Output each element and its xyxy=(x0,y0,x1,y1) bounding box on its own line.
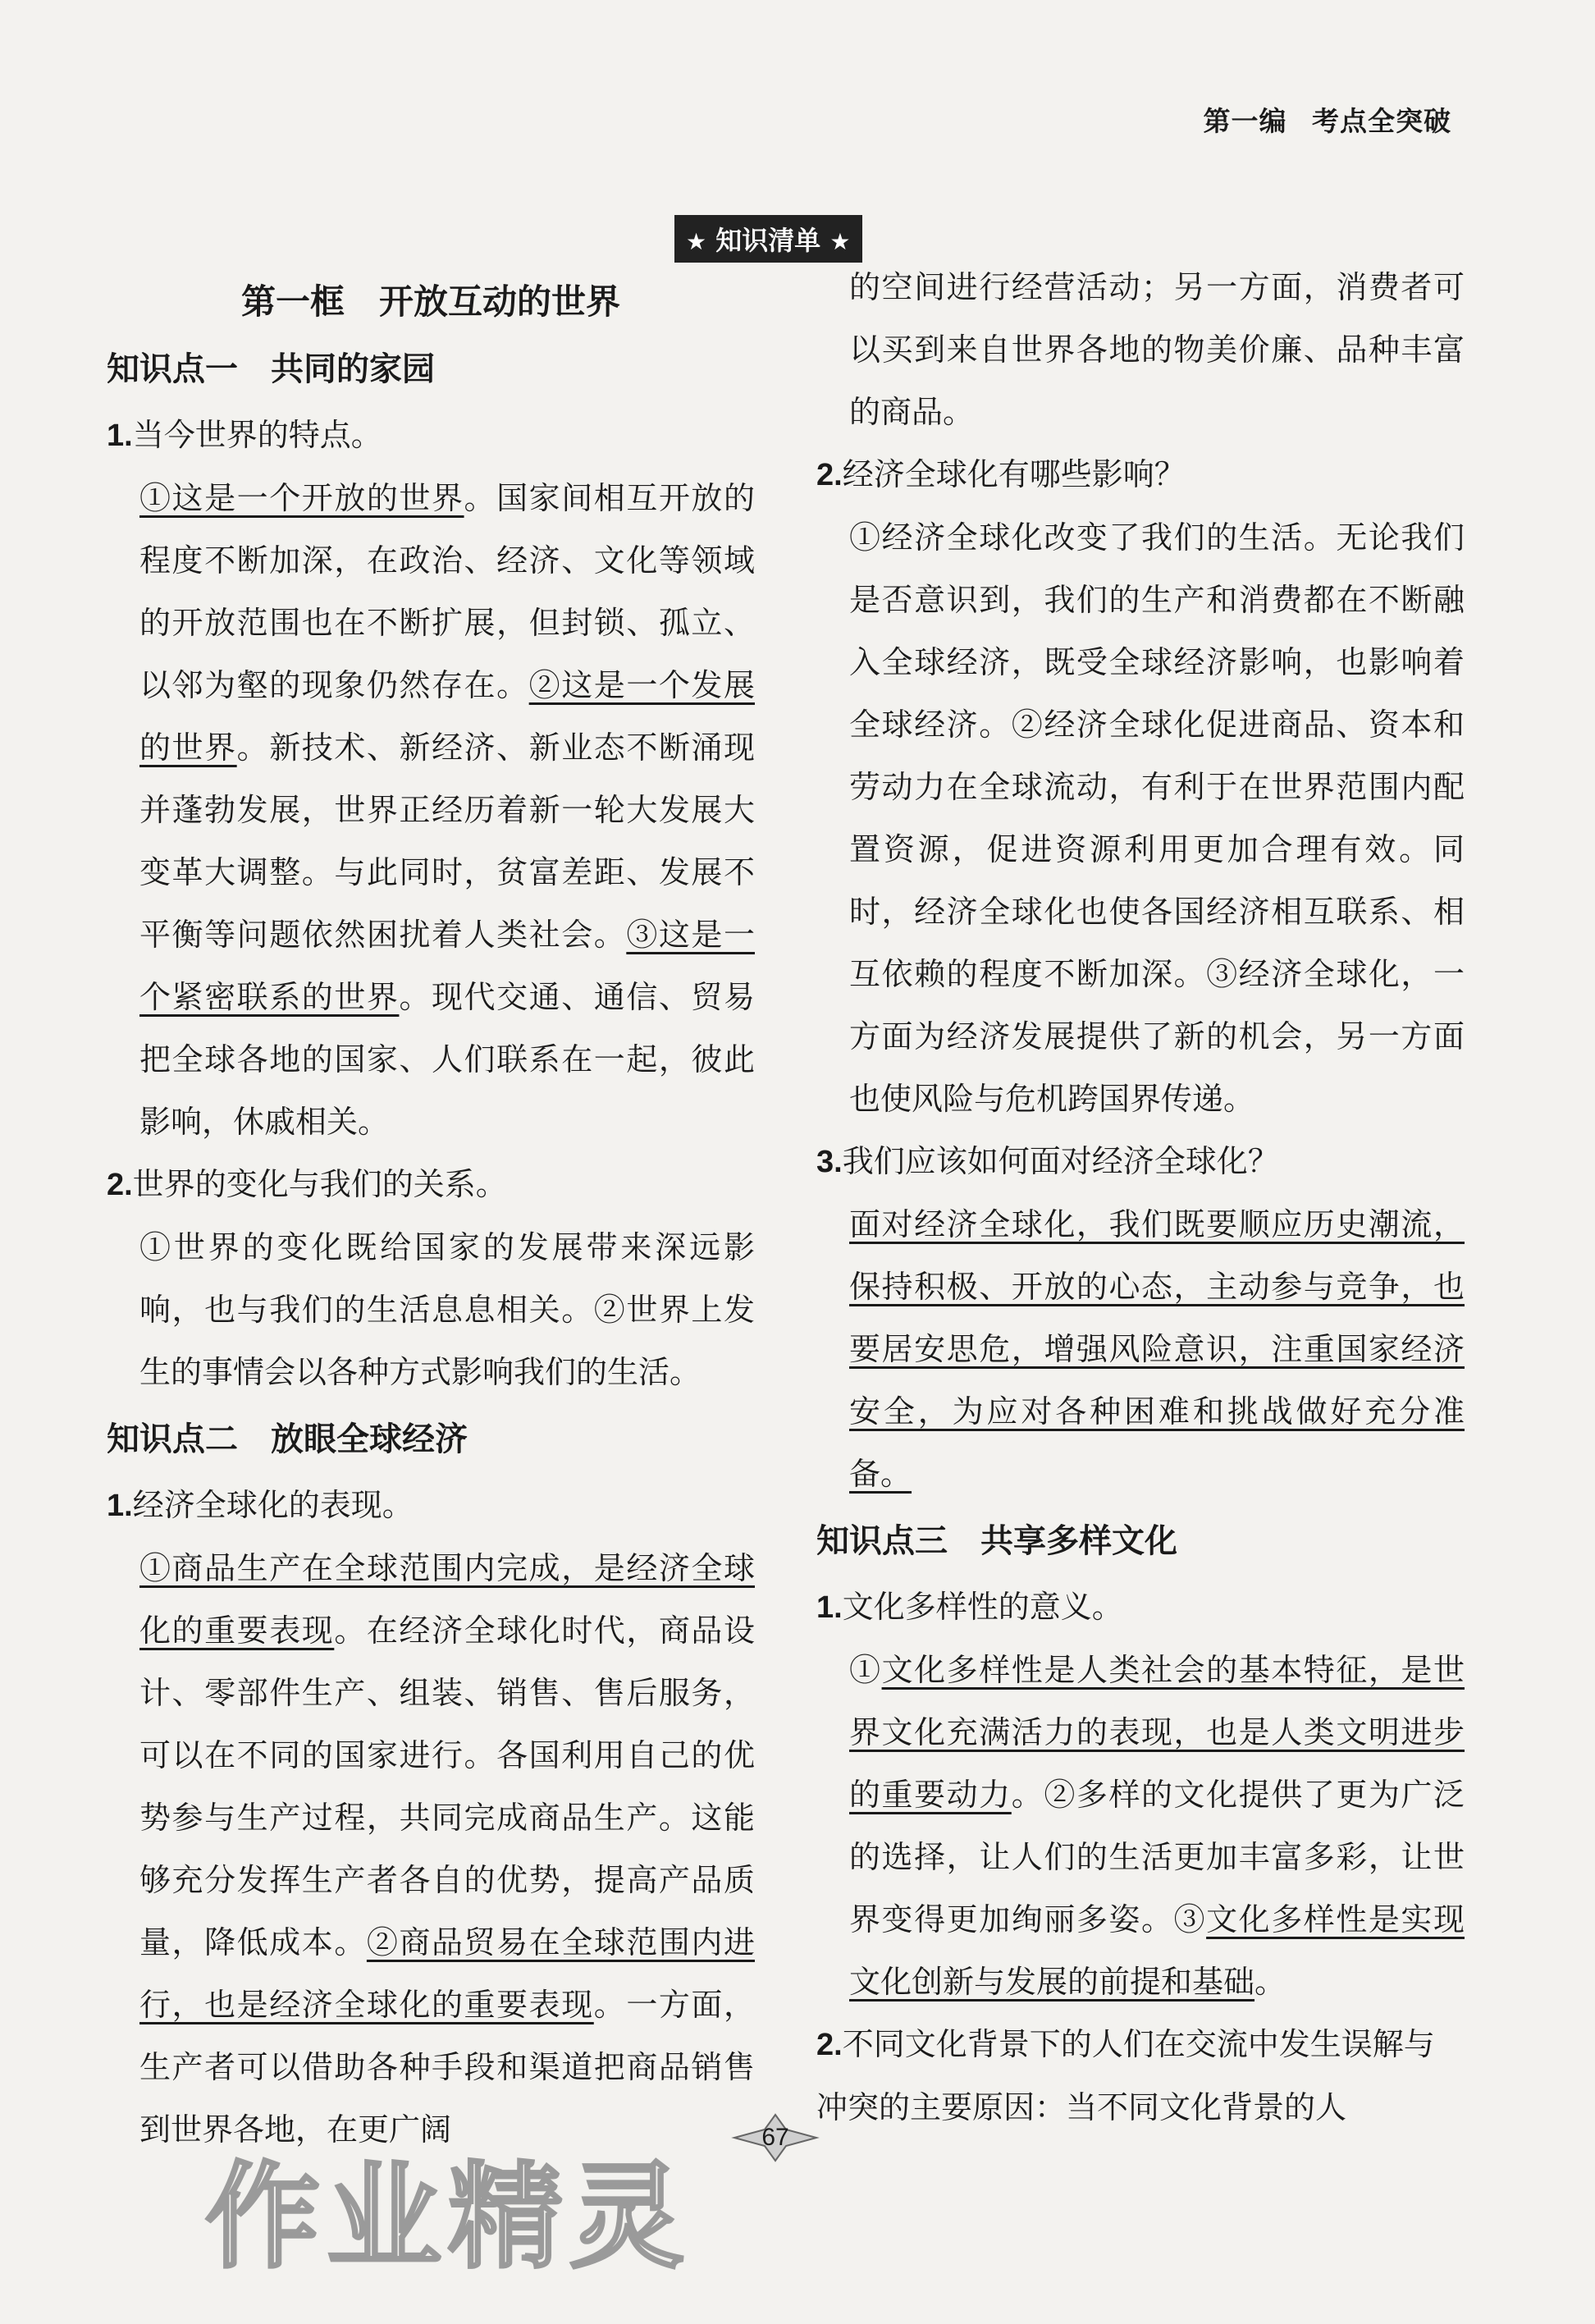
knowledge-point-heading: 知识点二 放眼全球经济 xyxy=(107,1420,468,1458)
question-number: 2. xyxy=(816,2028,843,2062)
question-number: 2. xyxy=(107,1168,133,1202)
page-number-text: 67 xyxy=(761,2124,789,2151)
question-number: 1. xyxy=(816,1590,843,1625)
key-point: ③这是一个紧密联系的世界 xyxy=(139,917,755,1015)
section-title: 第一框 开放互动的世界 xyxy=(240,281,620,322)
knowledge-point-heading: 知识点三 共享多样文化 xyxy=(816,1522,1177,1560)
key-point: ②这是一个发展的世界 xyxy=(139,667,755,766)
question xyxy=(107,1153,755,1216)
answer-paragraph: ①经济全球化改变了我们的生活。无论我们是否意识到，我们的生产和消费都在不断融入全球经济，既受全球经济影响，也影响着全球经济。②经济全球化促进商品、资本和劳动力在全球流动，有利于在世界范围内配置资源，促进资源利用更加合理有效。同时，经济全球化也使各国经济相互联系、相互依赖的程度不断加深。③经济全球化，一方面为经济发展提供了新的机会，另一方面也使风险与危机跨国界传递。 xyxy=(849,519,1465,1117)
watermark-logo: 作业精灵 xyxy=(205,2151,692,2285)
key-point: ①这是一个开放的世界 xyxy=(139,480,464,516)
answer-paragraph xyxy=(139,1537,755,2161)
question-text: 当今世界的特点。 xyxy=(132,417,382,453)
running-header xyxy=(1189,100,1452,139)
header-part: 第一编 xyxy=(1203,105,1287,137)
answer-text: 。在经济全球化时代，商品设计、零部件生产、组装、销售、售后服务，可以在不同的国家进行。各国利用自己的优势参与生产过程，共同完成商品生产。这能够充分发挥生产者各自的优势，提高产品质量，降低成本。 xyxy=(139,1613,755,1960)
answer-paragraph xyxy=(849,1639,1465,2013)
key-point: ①商品生产在全球范围内完成，是经济全球化的重要表现 xyxy=(139,1550,755,1649)
question xyxy=(816,1130,1465,1193)
answer-text: 。 xyxy=(1255,1964,1287,2000)
question-number: 3. xyxy=(816,1145,843,1179)
answer-paragraph: ①世界的变化既给国家的发展带来深远影响，也与我们的生活息息相关。②世界上发生的事情会以各种方式影响我们的生活。 xyxy=(139,1229,755,1390)
question xyxy=(816,443,1465,506)
question-text: 经济全球化有哪些影响？ xyxy=(842,456,1186,492)
key-point: 文化多样性是人类社会的基本特征，是世界文化充满活力的表现，也是人类文明进步的重要动力 xyxy=(849,1652,1465,1813)
answer-text: ① xyxy=(849,1652,882,1688)
star-icon: ★ xyxy=(829,228,851,255)
question-text: 不同文化背景下的人们在交流中发生误解与冲突的主要原因：当不同文化背景的人 xyxy=(816,2026,1435,2125)
left-column xyxy=(107,271,755,2161)
question-number: 1. xyxy=(107,1489,133,1523)
answer-text: 。国家间相互开放的程度不断加深，在政治、经济、文化等领域的开放范围也在不断扩展，但封锁、孤立、以邻为壑的现象仍然存在。 xyxy=(139,480,755,703)
answer-text: 。一方面，生产者可以借助各种手段和渠道把商品销售到世界各地，在更广阔 xyxy=(139,1987,755,2148)
header-title: 考点全突破 xyxy=(1312,105,1451,137)
question-text: 经济全球化的表现。 xyxy=(132,1487,414,1523)
question-text: 文化多样性的意义。 xyxy=(842,1589,1123,1625)
key-point: ②商品贸易在全球范围内进行，也是经济全球化的重要表现 xyxy=(139,1924,755,2023)
answer-text: 。新技术、新经济、新业态不断涌现并蓬勃发展，世界正经历着新一轮大发展大变革大调整。与此同时，贫富差距、发展不平衡等问题依然困扰着人类社会。 xyxy=(139,730,755,953)
question-number: 1. xyxy=(107,419,133,453)
right-column xyxy=(816,256,1465,2139)
question-text: 我们应该如何面对经济全球化？ xyxy=(842,1143,1279,1179)
key-point: 文化多样性是实现文化创新与发展的前提和基础 xyxy=(849,1901,1465,2000)
question xyxy=(107,1474,755,1537)
question xyxy=(816,2013,1465,2139)
question-number: 2. xyxy=(816,458,843,492)
question xyxy=(816,1576,1465,1639)
page-number xyxy=(730,2113,820,2162)
answer-paragraph xyxy=(139,467,755,1153)
badge-label: 知识清单 xyxy=(715,225,821,256)
question xyxy=(107,404,755,467)
answer-paragraph: 的空间进行经营活动；另一方面，消费者可以买到来自世界各地的物美价廉、品种丰富的商品。 xyxy=(849,269,1465,430)
answer-paragraph: 面对经济全球化，我们既要顺应历史潮流，保持积极、开放的心态，主动参与竞争，也要居安思危，增强风险意识，注重国家经济安全，为应对各种困难和挑战做好充分准备。 xyxy=(849,1206,1465,1492)
answer-text: 。②多样的文化提供了更为广泛的选择，让人们的生活更加丰富多彩，让世界变得更加绚丽多姿。③ xyxy=(849,1777,1465,1937)
question-text: 世界的变化与我们的关系。 xyxy=(132,1166,507,1202)
star-icon: ★ xyxy=(686,228,707,255)
knowledge-point-heading: 知识点一 共同的家园 xyxy=(107,350,435,388)
answer-text: 。现代交通、通信、贸易把全球各地的国家、人们联系在一起，彼此影响，休戚相关。 xyxy=(139,979,755,1140)
